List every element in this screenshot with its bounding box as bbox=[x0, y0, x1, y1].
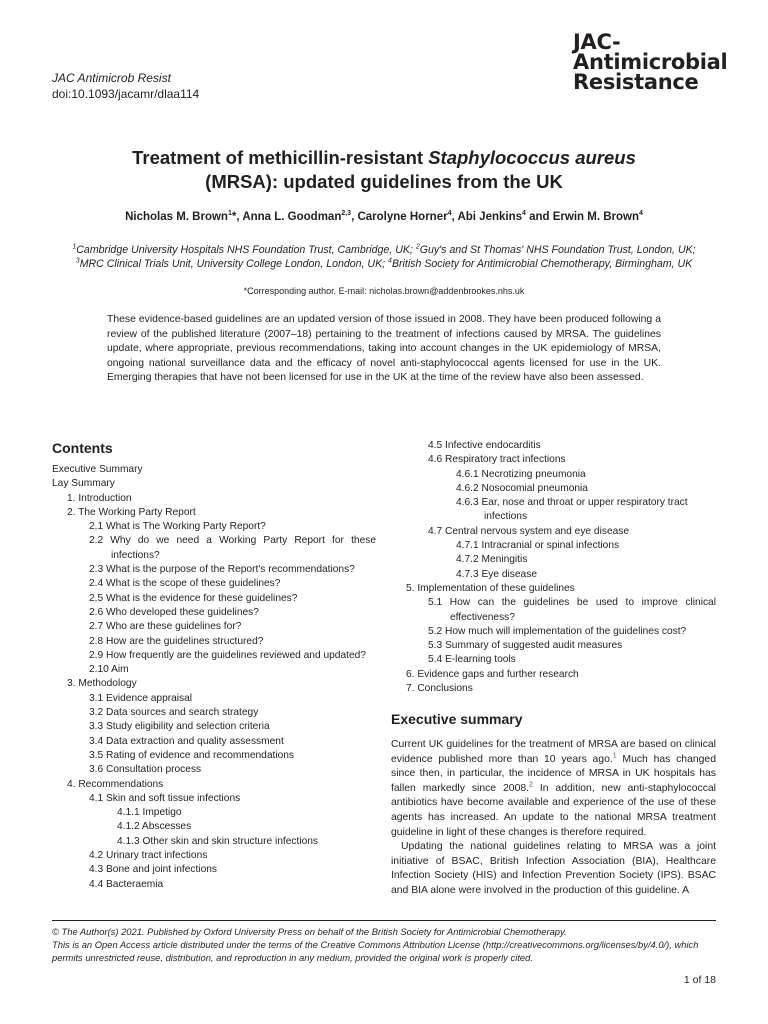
toc-item[interactable]: 4. Recommendations bbox=[67, 778, 164, 790]
toc-item[interactable]: 4.1.3 Other skin and skin structure infections bbox=[117, 835, 319, 847]
toc-item[interactable]: 3.2 Data sources and search strategy bbox=[89, 707, 259, 719]
license-footer bbox=[52, 925, 716, 965]
toc-item[interactable]: 4.6.2 Nosocomial pneumonia bbox=[456, 482, 588, 494]
toc-right-column bbox=[391, 439, 716, 696]
author[interactable]: Nicholas M. Brown bbox=[125, 211, 228, 223]
toc-item[interactable]: 4.2 Urinary tract infections bbox=[89, 850, 208, 862]
exec-paragraph-1 bbox=[391, 738, 716, 840]
author-sep: and bbox=[525, 211, 553, 223]
toc-item[interactable]: 4.7 Central nervous system and eye disease bbox=[428, 525, 630, 537]
toc-item[interactable]: 3.5 Rating of evidence and recommendations bbox=[89, 749, 295, 761]
copyright-line: © The Author(s) 2021. Published by Oxford University Press on behalf of the British Society for Antimicrobial Chemotherapy. bbox=[52, 926, 567, 937]
toc-item[interactable]: 3.6 Consultation process bbox=[89, 764, 202, 776]
toc-item[interactable]: Executive Summary bbox=[52, 464, 143, 475]
journal-logo bbox=[573, 32, 727, 92]
exec-text: In addition, new anti-staphylococcal antibiotics have become available and experience of the use of these agents has increased. An update to the national MRSA treatment guideline in light of these changes is therefore required. bbox=[391, 782, 716, 838]
footer-divider bbox=[52, 920, 716, 921]
toc-item[interactable]: 4.7.2 Meningitis bbox=[456, 554, 528, 566]
abstract: These evidence-based guidelines are an updated version of those issued in 2008. They have been produced following a review of the published literature (2007–18) pertaining to the treatment of infections caused by MRSA. The guidelines update, where appropriate, previous recommendations, taking into account changes in the UK epidemiology of MRSA, ongoing national surveillance data and the efficacy of novel anti-staphylococcal agents licensed for use in the UK. Emerging therapies that have not been licensed for use in the UK at the time of the review have also been assessed. bbox=[107, 314, 661, 384]
doi[interactable]: doi:10.1093/jacamr/dlaa114 bbox=[52, 87, 200, 101]
journal-citation bbox=[52, 70, 199, 102]
toc-item[interactable]: 5. Implementation of these guidelines bbox=[406, 582, 575, 594]
affil-sup: 3 bbox=[75, 257, 80, 265]
toc-item[interactable]: 4.1.1 Impetigo bbox=[117, 807, 182, 819]
logo-line-1: JAC- bbox=[573, 30, 621, 54]
toc-item[interactable]: 2. The Working Party Report bbox=[67, 506, 196, 518]
author[interactable]: Anna L. Goodman bbox=[242, 211, 342, 223]
affiliations bbox=[40, 243, 728, 271]
toc-item[interactable]: 2.5 What is the evidence for these guidelines? bbox=[89, 592, 298, 604]
affil-sup: 2 bbox=[415, 243, 420, 251]
toc-item[interactable]: 3. Methodology bbox=[67, 678, 137, 690]
affiliation: Cambridge University Hospitals NHS Foundation Trust, Cambridge, UK; bbox=[76, 244, 416, 256]
logo-line-3: Resistance bbox=[573, 70, 699, 94]
toc-item[interactable]: 4.4 Bacteraemia bbox=[89, 878, 164, 890]
toc-item[interactable]: 2.2 Why do we need a Working Party Report for these infections? bbox=[89, 535, 376, 561]
author-affil-sup: 2,3 bbox=[341, 210, 352, 218]
toc-item[interactable]: 2.7 Who are these guidelines for? bbox=[89, 621, 242, 633]
toc-item[interactable]: 5.1 How can the guidelines be used to improve clinical effectiveness? bbox=[428, 597, 716, 623]
toc-item[interactable]: 3.4 Data extraction and quality assessment bbox=[89, 735, 284, 747]
toc-item[interactable]: 4.3 Bone and joint infections bbox=[89, 864, 218, 876]
title-part-2: (MRSA): updated guidelines from the UK bbox=[205, 171, 563, 192]
exec-text: Current UK guidelines for the treatment of MRSA are based on clinical evidence published more than 10 years ago. bbox=[391, 739, 716, 765]
toc-item[interactable]: 2.9 How frequently are the guidelines reviewed and updated? bbox=[89, 649, 366, 661]
toc-item[interactable]: Lay Summary bbox=[52, 478, 115, 490]
toc-left-column bbox=[52, 463, 376, 892]
page-number: 1 of 18 bbox=[683, 974, 716, 986]
affiliation: Guy's and St Thomas' NHS Foundation Trust, London, UK; bbox=[419, 244, 696, 256]
author-affil-sup: 1 bbox=[227, 210, 232, 218]
author-affil-sup: 4 bbox=[447, 210, 452, 218]
author-sep: , bbox=[351, 211, 358, 223]
toc-item[interactable]: 4.6.1 Necrotizing pneumonia bbox=[456, 468, 586, 480]
affiliation: British Society for Antimicrobial Chemotherapy, Birmingham, UK bbox=[391, 258, 693, 270]
affil-sup: 4 bbox=[388, 257, 392, 265]
exec-text: Much has changed since then, in particular, the incidence of MRSA in UK hospitals has fallen markedly since 2008. bbox=[391, 753, 716, 794]
toc-item[interactable]: 3.1 Evidence appraisal bbox=[89, 692, 193, 704]
author-sep: , bbox=[451, 211, 458, 223]
citation-ref[interactable]: 1 bbox=[612, 752, 617, 760]
exec-paragraph-2: Updating the national guidelines relating to MRSA was a joint initiative of BSAC, British Infection Association (BIA), Healthcare Infection Society (HIS) and Infection Prevention Society (IPS). BSAC and BIA alone were involved in the production of this guideline. A bbox=[391, 841, 716, 896]
author[interactable]: Abi Jenkins bbox=[457, 211, 523, 223]
author-list bbox=[40, 211, 728, 223]
title-species: Staphylococcus aureus bbox=[428, 147, 636, 168]
toc-item[interactable]: 4.5 Infective endocarditis bbox=[428, 440, 541, 451]
author-affil-sup: 4 bbox=[522, 210, 526, 218]
toc-item[interactable]: 2.10 Aim bbox=[89, 664, 129, 676]
corresponding-author: *Corresponding author. E-mail: nicholas.brown@addenbrookes.nhs.uk bbox=[243, 286, 525, 296]
toc-item[interactable]: 5.2 How much will implementation of the guidelines cost? bbox=[428, 625, 687, 637]
toc-item[interactable]: 4.6.3 Ear, nose and throat or upper respiratory tract infections bbox=[456, 497, 688, 523]
license-text: This is an Open Access article distributed under the terms of the Creative Commons Attribution License (http://creativecommons.org/licenses/by/4.0/), which permits unrestricted reuse, distribution, and reproduction in any medium, provided the original work is properly cited. bbox=[52, 939, 699, 964]
journal-name: JAC Antimicrob Resist bbox=[52, 71, 171, 85]
toc-item[interactable]: 4.7.3 Eye disease bbox=[456, 568, 537, 580]
toc-item[interactable]: 3.3 Study eligibility and selection criteria bbox=[89, 721, 270, 733]
title-part-1: Treatment of methicillin-resistant bbox=[132, 147, 429, 168]
author-affil-sup: 4 bbox=[639, 210, 643, 218]
toc-item[interactable]: 2.8 How are the guidelines structured? bbox=[89, 635, 264, 647]
author[interactable]: Erwin M. Brown bbox=[552, 211, 640, 223]
toc-item[interactable]: 1. Introduction bbox=[67, 492, 132, 504]
article-title bbox=[60, 146, 708, 194]
toc-item[interactable]: 2.4 What is the scope of these guidelines? bbox=[89, 578, 281, 590]
toc-item[interactable]: 5.3 Summary of suggested audit measures bbox=[428, 640, 623, 652]
citation-ref[interactable]: 2 bbox=[529, 781, 533, 789]
toc-item[interactable]: 4.1.2 Abscesses bbox=[117, 821, 192, 833]
toc-item[interactable]: 4.1 Skin and soft tissue infections bbox=[89, 792, 241, 804]
logo-line-2: Antimicrobial bbox=[573, 50, 728, 74]
executive-summary-heading: Executive summary bbox=[391, 711, 523, 727]
toc-item[interactable]: 2.1 What is The Working Party Report? bbox=[89, 521, 266, 533]
author-sep: *, bbox=[231, 211, 243, 223]
toc-item[interactable]: 7. Conclusions bbox=[406, 683, 473, 695]
toc-item[interactable]: 2.3 What is the purpose of the Report's recommendations? bbox=[89, 564, 355, 576]
affiliation: MRC Clinical Trials Unit, University College London, London, UK; bbox=[79, 258, 389, 270]
affil-sup: 1 bbox=[72, 243, 77, 251]
toc-item[interactable]: 2.6 Who developed these guidelines? bbox=[89, 606, 259, 618]
executive-summary-body bbox=[391, 738, 716, 899]
contents-heading: Contents bbox=[52, 440, 113, 456]
author[interactable]: Carolyne Horner bbox=[357, 211, 448, 223]
toc-item[interactable]: 4.7.1 Intracranial or spinal infections bbox=[456, 540, 620, 552]
toc-item[interactable]: 6. Evidence gaps and further research bbox=[406, 668, 579, 680]
toc-item[interactable]: 5.4 E-learning tools bbox=[428, 654, 516, 666]
toc-item[interactable]: 4.6 Respiratory tract infections bbox=[428, 454, 566, 466]
